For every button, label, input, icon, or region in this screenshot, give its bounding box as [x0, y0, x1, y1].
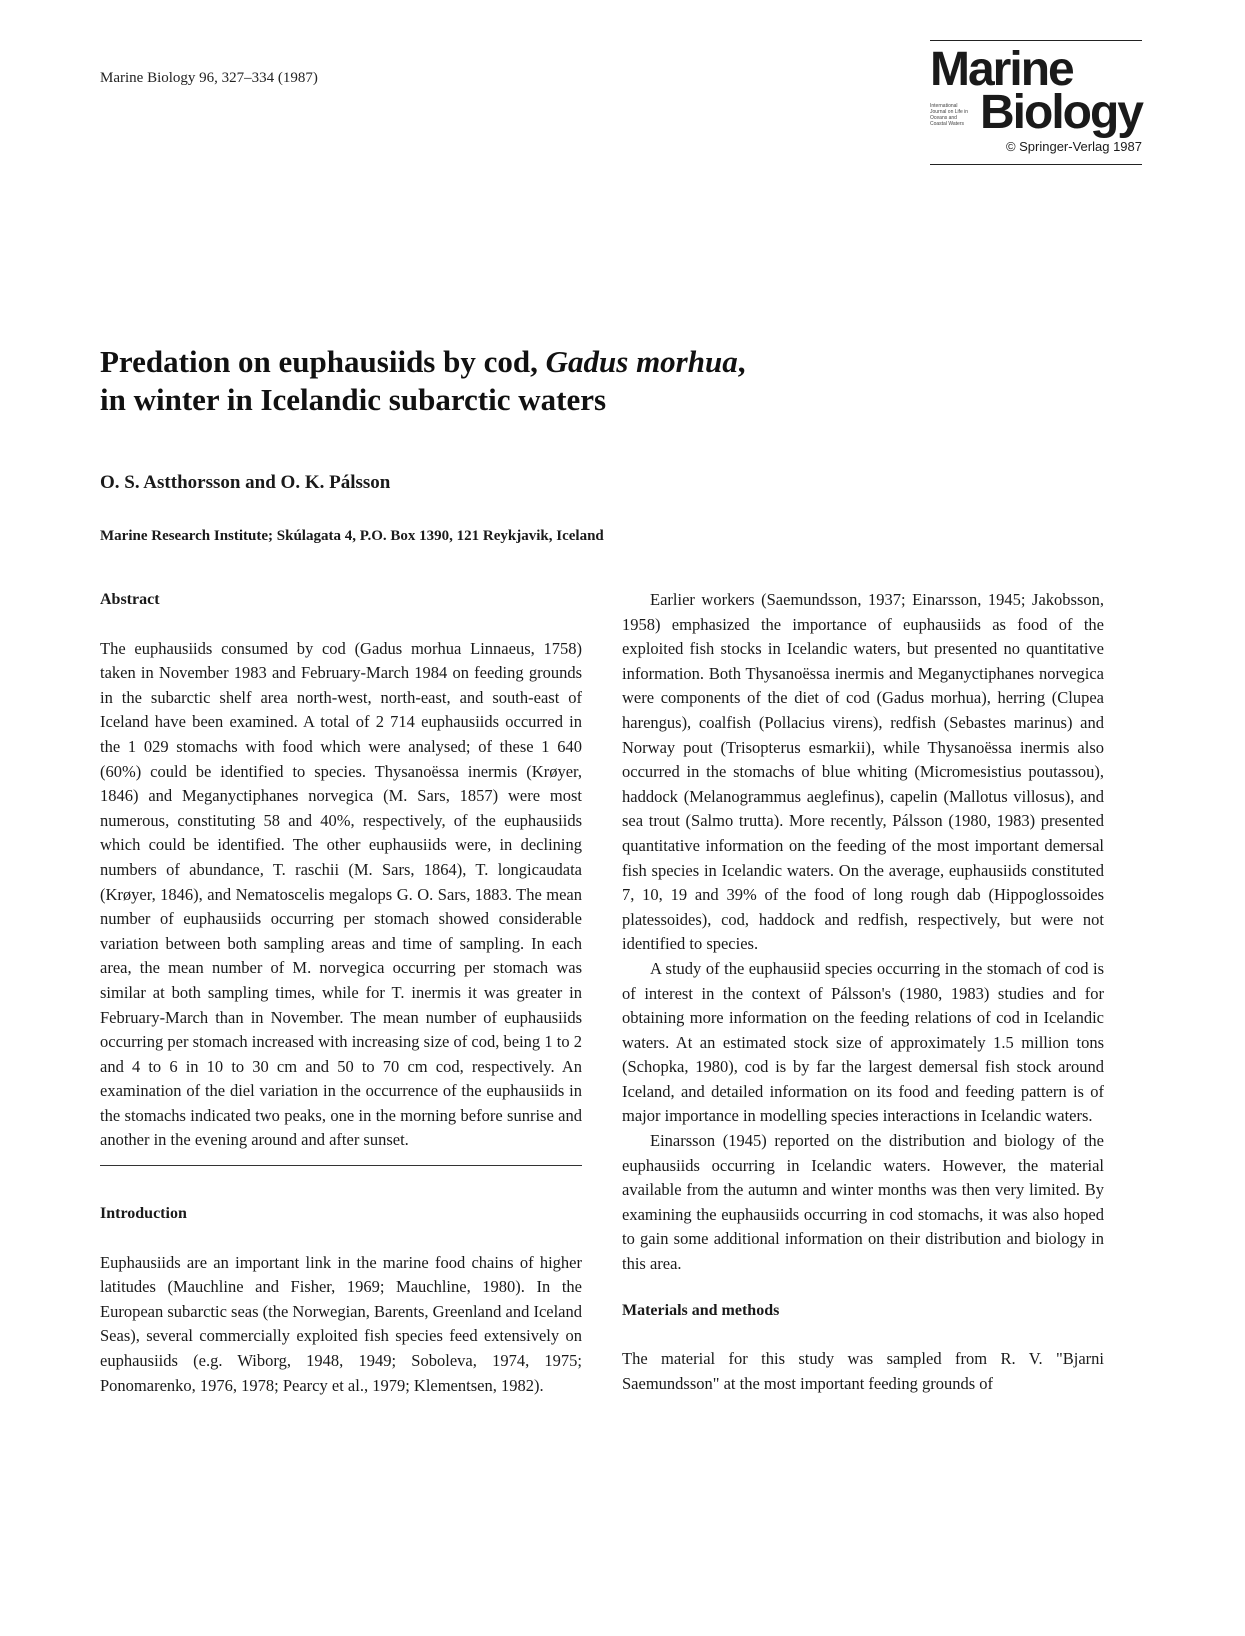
- logo-tagline: International Journal on Life in Oceans and Coastal Waters: [930, 103, 969, 127]
- right-column: [622, 588, 1104, 1396]
- introduction-paragraph-3: A study of the euphausiid species occurring in the stomach of cod is of interest in the context of Pálsson's (1980, 1983) studies and for obtaining more information on the feeding relations of cod in Icelandic waters. At an estimated stock size of approximately 1.5 million tons (Schopka, 1980), cod is by far the largest demersal fish stock around Iceland, and detailed information on its food and feeding pattern is of major importance in modelling species interactions in Icelandic waters.: [622, 958, 1104, 1126]
- logo-word-biology: Biology: [980, 86, 1142, 139]
- introduction-paragraph-4: Einarsson (1945) reported on the distribution and biology of the euphausiids occurring in Icelandic waters. However, the material available from the autumn and winter months was then very limited. By examining the euphausiids occurring in cod stomachs, it was also hoped to gain some additional information on their distribution and biology in this area.: [622, 1131, 1104, 1274]
- methods-heading: Materials and methods: [622, 1301, 780, 1319]
- introduction-paragraph-2: Earlier workers (Saemundsson, 1937; Einarsson, 1945; Jakobsson, 1958) emphasized the importance of euphausiids as food of the exploited fish stocks in Icelandic waters, but presented no quantitative information. Both Thysanoëssa inermis and Meganyctiphanes norvegica were components of the diet of cod (Gadus morhua), herring (Clupea harengus), coalfish (Pollacius virens), redfish (Sebastes marinus) and Norway pout (Trisopterus esmarkii), while Thysanoëssa inermis also occurred in the stomachs of blue whiting (Micromesistius poutassou), haddock (Melanogrammus aeglefinus), capelin (Mallotus villosus), and sea trout (Salmo trutta). More recently, Pálsson (1980, 1983) presented quantitative information on the feeding of the most important demersal fish species in Icelandic waters. On the average, euphausiids constituted 7, 10, 19 and 39% of the food of long rough dab (Hippoglossoides platessoides), cod, haddock and redfish, respectively, but were not identified to species.: [622, 590, 1104, 954]
- logo-word-marine: Marine: [930, 43, 1073, 96]
- journal-logo: [930, 40, 1142, 165]
- logo-top-rule: [930, 40, 1142, 41]
- affiliation: Marine Research Institute; Skúlagata 4, P.O. Box 1390, 121 Reykjavik, Iceland: [100, 528, 604, 544]
- abstract-text: The euphausiids consumed by cod (Gadus morhua Linnaeus, 1758) taken in November 1983 and February-March 1984 on feeding grounds in the subarctic shelf area north-west, north-east, and south-east of Iceland have been examined. A total of 2 714 euphausiids occurred in the 1 029 stomachs with food which were analysed; of these 1 640 (60%) could be identified to species. Thysanoëssa inermis (Krøyer, 1846) and Meganyctiphanes norvegica (M. Sars, 1857) were most numerous, constituting 58 and 40%, respectively, of the euphausiids which could be identified. The other euphausiids were, in declining numbers of abundance, T. raschii (M. Sars, 1864), T. longicaudata (Krøyer, 1846), and Nematoscelis megalops G. O. Sars, 1883. The mean number of euphausiids occurring per stomach showed considerable variation between both sampling areas and time of sampling. In each area, the mean number of M. norvegica occurring per stomach was similar at both sampling times, while for T. inermis it was greater in February-March than in November. The mean number of euphausiids occurring per stomach increased with increasing size of cod, being 1 to 2 and 4 to 6 in 10 to 30 cm and 50 to 70 cm cod, respectively. An examination of the diel variation in the occurrence of the euphausiids in the stomachs indicated two peaks, one in the morning before sunrise and another in the evening around and after sunset.: [100, 638, 582, 1150]
- section-spacer: [622, 1277, 1104, 1299]
- introduction-heading: Introduction: [100, 1205, 187, 1223]
- logo-bottom-rule: [930, 164, 1142, 165]
- abstract-rule: [100, 1165, 582, 1166]
- copyright-notice: © Springer-Verlag 1987: [1005, 139, 1142, 154]
- authors: O. S. Astthorsson and O. K. Pálsson: [100, 472, 391, 493]
- introduction-paragraph-1: Euphausiids are an important link in the marine food chains of higher latitudes (Mauchline and Fisher, 1969; Mauchline, 1980). In the European subarctic seas (the Norwegian, Barents, Greenland and Iceland Seas), several commercially exploited fish species feed extensively on euphausiids (e.g. Wiborg, 1948, 1949; Soboleva, 1974, 1975; Ponomarenko, 1976, 1978; Pearcy et al., 1979; Klementsen, 1982).: [100, 1252, 582, 1395]
- methods-paragraph-1: The material for this study was sampled from R. V. "Bjarni Saemundsson" at the most important feeding grounds of: [622, 1349, 1104, 1393]
- left-column: [100, 588, 582, 1398]
- abstract-heading: Abstract: [100, 591, 160, 608]
- logo-row: [930, 86, 1142, 139]
- paper-title: Predation on euphausiids by cod, Gadus morhua, in winter in Icelandic subarctic waters: [100, 344, 746, 417]
- journal-citation: Marine Biology 96, 327–334 (1987): [100, 70, 318, 86]
